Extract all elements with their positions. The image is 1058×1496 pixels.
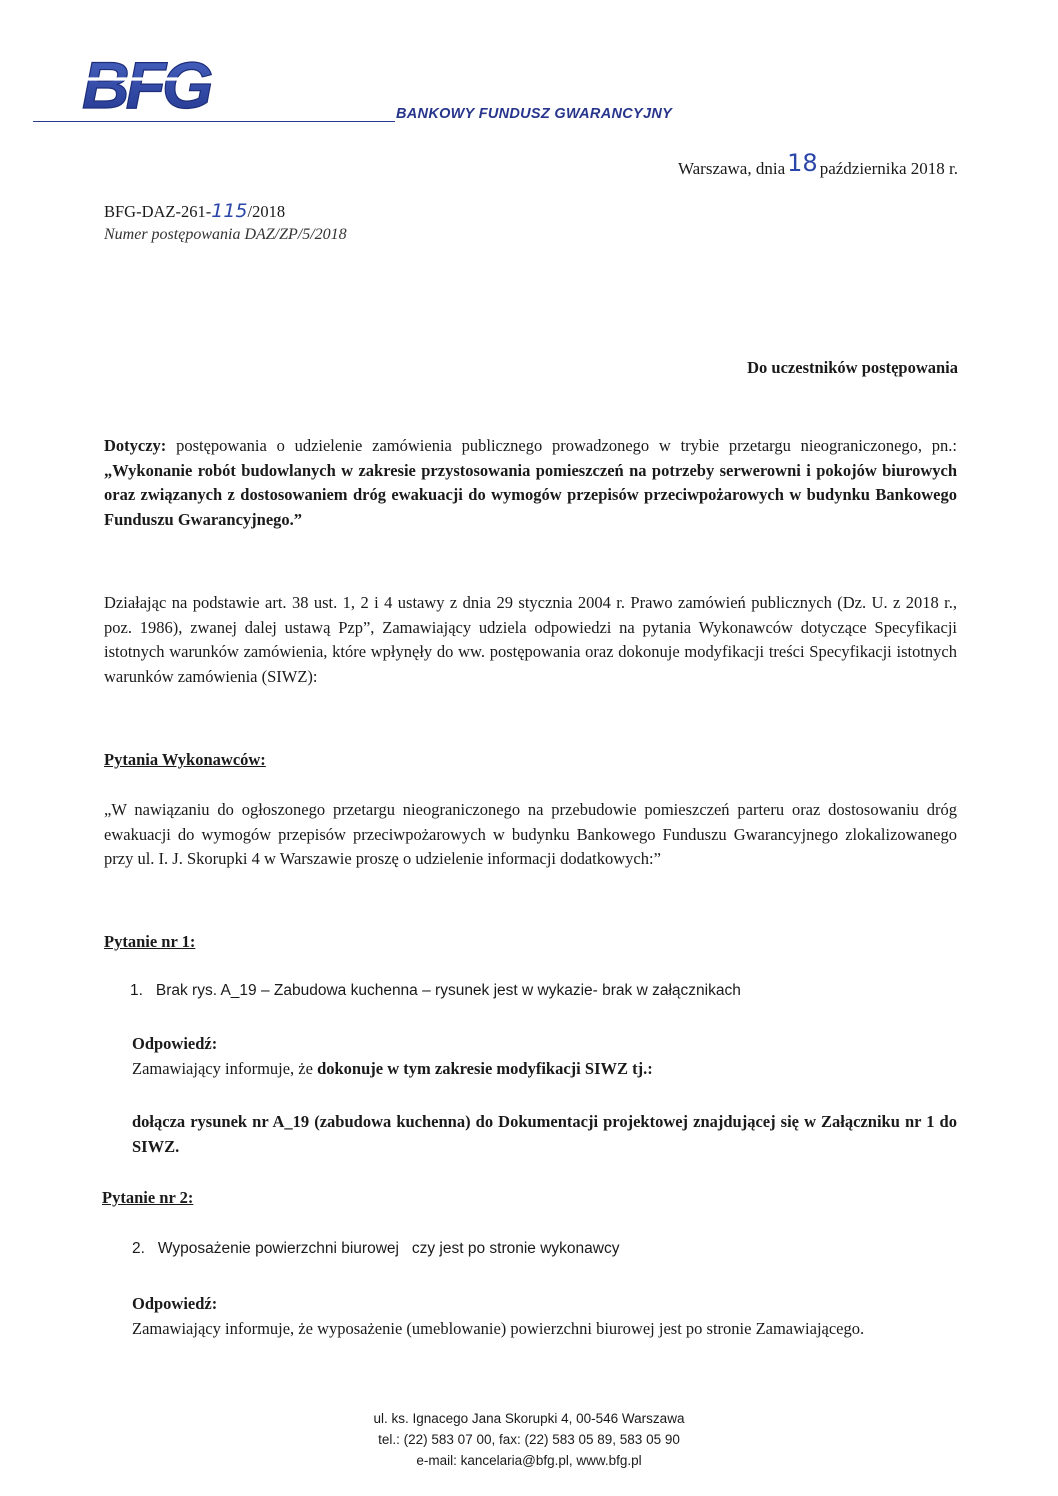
date-suffix: października 2018 r. [819, 159, 958, 178]
document-date [677, 149, 958, 180]
subject-paragraph [104, 434, 957, 532]
question-2-number: 2. [132, 1240, 145, 1257]
subject-label: Dotyczy: [104, 436, 167, 455]
footer-contact: e-mail: kancelaria@bfg.pl, www.bfg.pl [416, 1453, 642, 1468]
answer-1-bold: dokonuje w tym zakresie modyfikacji SIWZ tj.: [317, 1059, 653, 1078]
question-2-text: Wyposażenie powierzchni biurowej czy jest po stronie wykonawcy [157, 1240, 620, 1257]
question-2-item [132, 1240, 619, 1258]
subject-title: „Wykonanie robót budowlanych w zakresie przystosowania pomieszczeń na potrzeby serwerowni i pokojów biurowych oraz związanych z dostosowaniem dróg ewakuacji do wymogów przepisów przeciwpożarowych w budynku Bankowego Funduszu Gwarancyjnego.” [104, 460, 957, 529]
procedure-number: Numer postępowania DAZ/ZP/5/2018 [104, 226, 347, 243]
contractor-quote: „W nawiązaniu do ogłoszonego przetargu nieograniczonego na przebudowie pomieszczeń parteru oraz dostosowaniu dróg ewakuacji do wymogów przepisów przeciwpożarowych w budynku Bankowego Funduszu Gwarancyjnego zlokalizowanego przy ul. I. J. Skorupki 4 w Warszawie proszę o udzielenie informacji dodatkowych:” [104, 800, 957, 868]
answer-1-detail: dołącza rysunek nr A_19 (zabudowa kuchenna) do Dokumentacji projektowej znajdującej się w Załączniku nr 1 do SIWZ. [132, 1112, 957, 1156]
bfg-logo [80, 52, 220, 116]
date-prefix: Warszawa, dnia [677, 159, 786, 178]
reference-handwritten-number: 115 [211, 200, 248, 222]
answer-1-label: Odpowiedź: [132, 1034, 218, 1053]
date-day-handwritten: 18 [787, 149, 818, 177]
reference-prefix: BFG-DAZ-261- [104, 202, 212, 221]
svg-text:BFG: BFG [82, 52, 210, 116]
footer [0, 1408, 1058, 1471]
footer-address: ul. ks. Ignacego Jana Skorupki 4, 00-546 Warszawa [373, 1411, 685, 1426]
question-2-heading: Pytanie nr 2: [102, 1188, 194, 1207]
question-1-heading: Pytanie nr 1: [104, 932, 196, 951]
organization-name: BANKOWY FUNDUSZ GWARANCYJNY [396, 106, 673, 122]
answer-1-text [132, 1057, 653, 1081]
question-1-item [130, 982, 741, 1000]
answer-1-prefix: Zamawiający informuje, że [132, 1059, 318, 1078]
subject-text: postępowania o udzielenie zamówienia publicznego prowadzonego w trybie przetargu nieograniczonego, pn.: [166, 436, 957, 455]
answer-2-text: Zamawiający informuje, że wyposażenie (umeblowanie) powierzchni biurowej jest po stronie Zamawiającego. [132, 1319, 865, 1338]
answer-2-label: Odpowiedź: [132, 1294, 218, 1313]
question-1-text: Brak rys. A_19 – Zabudowa kuchenna – rysunek jest w wykazie- brak w załącznikach [155, 982, 741, 999]
question-1-number: 1. [130, 982, 143, 999]
header-rule [33, 121, 395, 122]
intro-paragraph: Działając na podstawie art. 38 ust. 1, 2 i 4 ustawy z dnia 29 stycznia 2004 r. Prawo zamówień publicznych (Dz. U. z 2018 r., poz. 1986), zwanej dalej ustawą Pzp”, Zamawiający udziela odpowiedzi na pytania Wykonawców dotyczące Specyfikacji istotnych warunków zamówienia, które wpłynęły do ww. postępowania oraz dokonuje modyfikacji treści Specyfikacji istotnych warunków zamówienia (SIWZ): [104, 593, 957, 686]
footer-phone: tel.: (22) 583 07 00, fax: (22) 583 05 89, 583 05 90 [378, 1432, 680, 1447]
questions-heading: Pytania Wykonawców: [104, 750, 266, 769]
reference-number [104, 200, 285, 222]
addressee: Do uczestników postępowania [747, 358, 958, 377]
reference-suffix: /2018 [247, 202, 286, 221]
